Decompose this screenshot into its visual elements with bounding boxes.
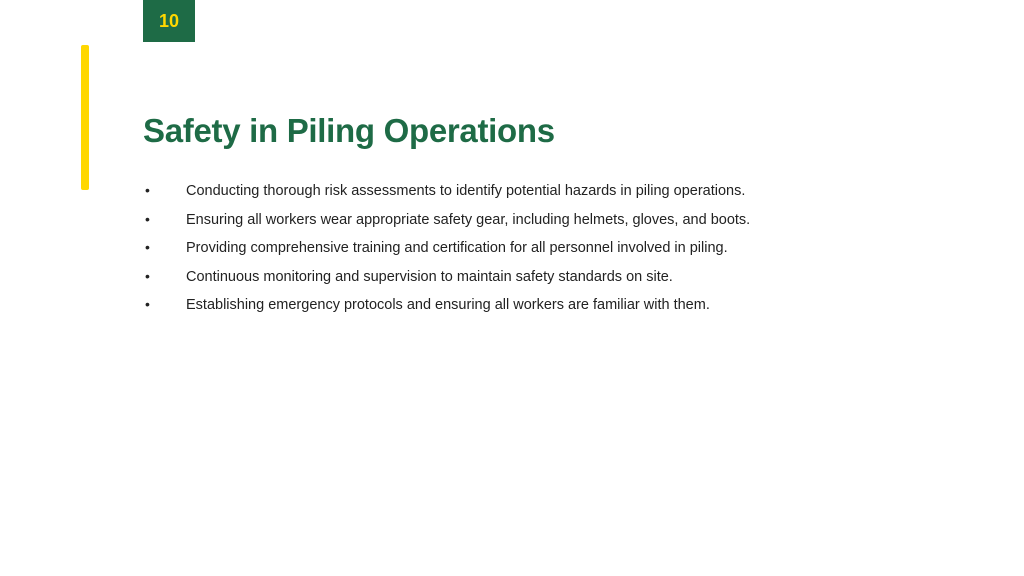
bullet-text: Establishing emergency protocols and ensuring all workers are familiar with them. [186,297,710,313]
bullet-icon: • [145,182,150,198]
bullet-text: Ensuring all workers wear appropriate safety gear, including helmets, gloves, and boots. [186,211,751,228]
bullet-icon: • [145,239,150,255]
list-item [143,239,750,268]
bullet-text: Providing comprehensive training and certification for all personnel involved in piling. [186,240,728,256]
list-item [143,296,750,325]
list-item [143,268,750,297]
list-item [143,211,750,240]
bullet-icon: • [145,296,150,312]
slide-title: Safety in Piling Operations [143,112,555,149]
bullet-text: Continuous monitoring and supervision to maintain safety standards on site. [186,268,673,285]
bullet-list [143,182,750,325]
bullet-icon: • [145,267,150,284]
bullet-text: Conducting thorough risk assessments to identify potential hazards in piling operations. [186,183,746,199]
bullet-icon: • [145,210,150,227]
page-number: 10 [158,10,180,31]
list-item [143,182,750,211]
accent-bar [81,45,89,190]
page-number-badge [143,0,195,42]
